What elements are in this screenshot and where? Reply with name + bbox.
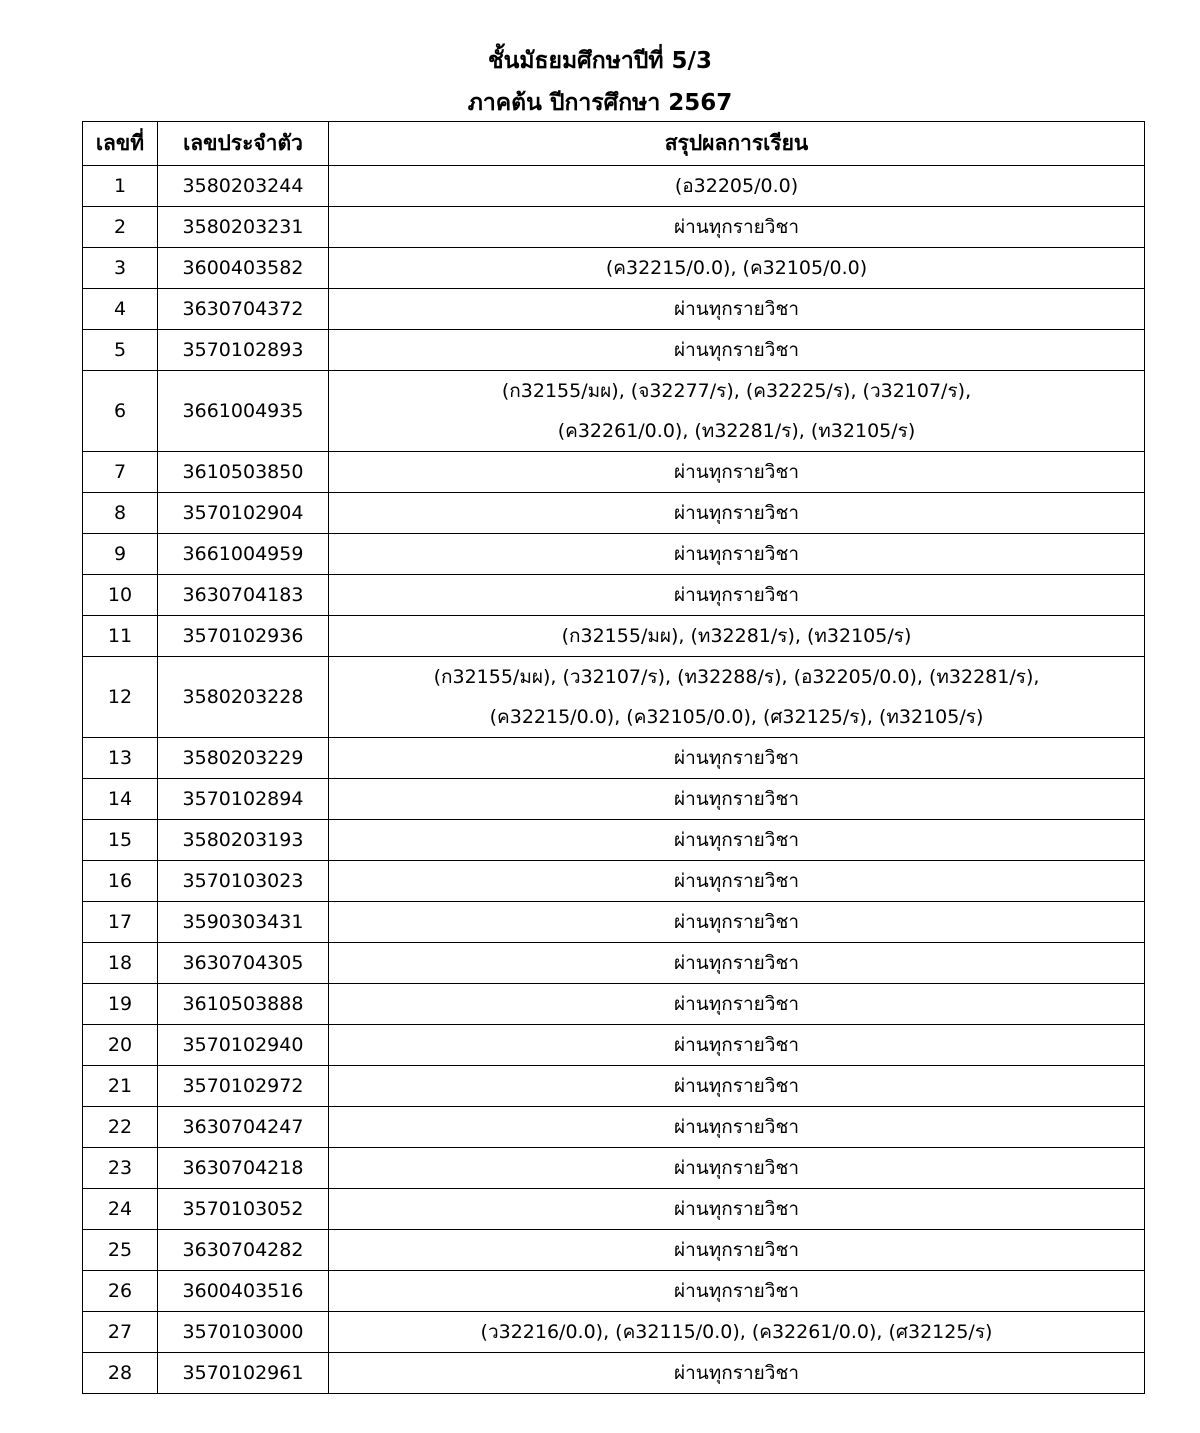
student-id: 3630704305 — [158, 943, 329, 984]
result-summary — [329, 575, 1145, 616]
row-number: 25 — [83, 1230, 158, 1271]
student-id: 3630704218 — [158, 1148, 329, 1189]
table-row — [83, 779, 1145, 820]
row-number: 4 — [83, 289, 158, 330]
table-row — [83, 1312, 1145, 1353]
table-header-row — [83, 122, 1145, 166]
student-id: 3570102961 — [158, 1353, 329, 1394]
result-summary — [329, 1025, 1145, 1066]
result-summary — [329, 820, 1145, 861]
student-id: 3630704372 — [158, 289, 329, 330]
student-id: 3570102894 — [158, 779, 329, 820]
result-summary — [329, 289, 1145, 330]
row-number: 24 — [83, 1189, 158, 1230]
table-row — [83, 534, 1145, 575]
row-number: 27 — [83, 1312, 158, 1353]
result-summary-line: ผ่านทุกรายวิชา — [673, 502, 800, 524]
row-number: 3 — [83, 248, 158, 289]
result-summary-line: ผ่านทุกรายวิชา — [673, 829, 800, 851]
student-id: 3580203244 — [158, 166, 329, 207]
result-summary-line: ผ่านทุกรายวิชา — [673, 1280, 800, 1302]
result-summary — [329, 984, 1145, 1025]
table-row — [83, 1353, 1145, 1394]
row-number: 8 — [83, 493, 158, 534]
student-id: 3661004959 — [158, 534, 329, 575]
student-id: 3580203231 — [158, 207, 329, 248]
table-row — [83, 738, 1145, 779]
result-summary-line: ผ่านทุกรายวิชา — [673, 952, 800, 974]
student-id: 3630704282 — [158, 1230, 329, 1271]
row-number: 22 — [83, 1107, 158, 1148]
table-row — [83, 616, 1145, 657]
result-summary-line: ผ่านทุกรายวิชา — [673, 788, 800, 810]
row-number: 28 — [83, 1353, 158, 1394]
table-row — [83, 1189, 1145, 1230]
header-no: เลขที่ — [83, 122, 158, 166]
row-number: 12 — [83, 657, 158, 738]
result-summary-line: (ก32155/มผ), (จ32277/ร), (ค32225/ร), (ว32107/ร), — [501, 380, 972, 402]
row-number: 18 — [83, 943, 158, 984]
result-summary-line: ผ่านทุกรายวิชา — [673, 1116, 800, 1138]
student-id: 3570102940 — [158, 1025, 329, 1066]
table-row — [83, 1107, 1145, 1148]
student-id: 3610503850 — [158, 452, 329, 493]
result-summary-line: (ค32215/0.0), (ค32105/0.0) — [605, 257, 868, 279]
student-id: 3580203193 — [158, 820, 329, 861]
student-id: 3630704183 — [158, 575, 329, 616]
result-summary — [329, 166, 1145, 207]
student-id: 3570102893 — [158, 330, 329, 371]
row-number: 10 — [83, 575, 158, 616]
result-summary — [329, 248, 1145, 289]
result-summary — [329, 861, 1145, 902]
result-summary — [329, 779, 1145, 820]
table-row — [83, 984, 1145, 1025]
result-summary — [329, 1271, 1145, 1312]
page-subtitle: ภาคต้น ปีการศึกษา 2567 — [467, 90, 733, 116]
result-summary-line: ผ่านทุกรายวิชา — [673, 339, 800, 361]
student-id: 3600403516 — [158, 1271, 329, 1312]
student-id: 3570103023 — [158, 861, 329, 902]
result-summary-line: ผ่านทุกรายวิชา — [673, 1034, 800, 1056]
student-id: 3630704247 — [158, 1107, 329, 1148]
row-number: 16 — [83, 861, 158, 902]
result-summary — [329, 657, 1145, 738]
table-row — [83, 248, 1145, 289]
row-number: 21 — [83, 1066, 158, 1107]
table-row — [83, 452, 1145, 493]
result-summary — [329, 534, 1145, 575]
table-row — [83, 166, 1145, 207]
result-summary — [329, 1353, 1145, 1394]
result-summary — [329, 493, 1145, 534]
student-id: 3580203229 — [158, 738, 329, 779]
result-summary-line: ผ่านทุกรายวิชา — [673, 911, 800, 933]
student-id: 3661004935 — [158, 371, 329, 452]
header-summary: สรุปผลการเรียน — [329, 122, 1145, 166]
table-row — [83, 1025, 1145, 1066]
table-body — [83, 166, 1145, 1394]
table-row — [83, 207, 1145, 248]
result-summary-line: ผ่านทุกรายวิชา — [673, 1198, 800, 1220]
table-row — [83, 820, 1145, 861]
student-id: 3570102904 — [158, 493, 329, 534]
table-row — [83, 371, 1145, 452]
result-summary-line: ผ่านทุกรายวิชา — [673, 543, 800, 565]
result-summary — [329, 616, 1145, 657]
student-id: 3570103000 — [158, 1312, 329, 1353]
results-table — [82, 121, 1145, 1394]
result-summary-line: ผ่านทุกรายวิชา — [673, 1239, 800, 1261]
result-summary-line: (ว32216/0.0), (ค32115/0.0), (ค32261/0.0), (ศ32125/ร) — [480, 1321, 993, 1343]
result-summary-line: (อ32205/0.0) — [674, 175, 799, 197]
table-row — [83, 1230, 1145, 1271]
result-summary-line: (ค32261/0.0), (ท32281/ร), (ท32105/ร) — [557, 420, 916, 442]
row-number: 11 — [83, 616, 158, 657]
student-id: 3570102972 — [158, 1066, 329, 1107]
row-number: 20 — [83, 1025, 158, 1066]
result-summary-line: ผ่านทุกรายวิชา — [673, 1362, 800, 1384]
result-summary — [329, 1312, 1145, 1353]
result-summary — [329, 330, 1145, 371]
result-summary-line: (ก32155/มผ), (ท32281/ร), (ท32105/ร) — [561, 625, 912, 647]
row-number: 9 — [83, 534, 158, 575]
result-summary-line: ผ่านทุกรายวิชา — [673, 1075, 800, 1097]
row-number: 5 — [83, 330, 158, 371]
result-summary-line: ผ่านทุกรายวิชา — [673, 1157, 800, 1179]
row-number: 23 — [83, 1148, 158, 1189]
table-row — [83, 943, 1145, 984]
student-id: 3600403582 — [158, 248, 329, 289]
result-summary-line: ผ่านทุกรายวิชา — [673, 584, 800, 606]
table-row — [83, 1148, 1145, 1189]
result-summary — [329, 452, 1145, 493]
student-id: 3570102936 — [158, 616, 329, 657]
table-row — [83, 902, 1145, 943]
table-row — [83, 861, 1145, 902]
header-student-id: เลขประจำตัว — [158, 122, 329, 166]
table-row — [83, 289, 1145, 330]
student-id: 3610503888 — [158, 984, 329, 1025]
result-summary — [329, 1230, 1145, 1271]
result-summary — [329, 371, 1145, 452]
student-id: 3580203228 — [158, 657, 329, 738]
result-summary-line: ผ่านทุกรายวิชา — [673, 870, 800, 892]
table-row — [83, 575, 1145, 616]
table-row — [83, 1066, 1145, 1107]
result-summary-line: ผ่านทุกรายวิชา — [673, 298, 800, 320]
result-summary-line: ผ่านทุกรายวิชา — [673, 993, 800, 1015]
page-title: ชั้นมัธยมศึกษาปีที่ 5/3 — [488, 48, 712, 74]
student-id: 3570103052 — [158, 1189, 329, 1230]
result-summary — [329, 1107, 1145, 1148]
table-row — [83, 1271, 1145, 1312]
result-summary-line: (ค32215/0.0), (ค32105/0.0), (ศ32125/ร), (ท32105/ร) — [489, 706, 984, 728]
result-summary — [329, 943, 1145, 984]
result-summary — [329, 1148, 1145, 1189]
result-summary — [329, 1066, 1145, 1107]
row-number: 2 — [83, 207, 158, 248]
result-summary — [329, 902, 1145, 943]
result-summary-line: ผ่านทุกรายวิชา — [673, 747, 800, 769]
result-summary — [329, 1189, 1145, 1230]
row-number: 26 — [83, 1271, 158, 1312]
result-summary-line: ผ่านทุกรายวิชา — [673, 461, 800, 483]
row-number: 1 — [83, 166, 158, 207]
table-row — [83, 657, 1145, 738]
row-number: 15 — [83, 820, 158, 861]
row-number: 17 — [83, 902, 158, 943]
result-summary — [329, 738, 1145, 779]
student-id: 3590303431 — [158, 902, 329, 943]
table-row — [83, 330, 1145, 371]
row-number: 13 — [83, 738, 158, 779]
row-number: 14 — [83, 779, 158, 820]
table-row — [83, 493, 1145, 534]
result-summary — [329, 207, 1145, 248]
row-number: 7 — [83, 452, 158, 493]
result-summary-line: (ก32155/มผ), (ว32107/ร), (ท32288/ร), (อ32205/0.0), (ท32281/ร), — [433, 666, 1040, 688]
row-number: 19 — [83, 984, 158, 1025]
row-number: 6 — [83, 371, 158, 452]
result-summary-line: ผ่านทุกรายวิชา — [673, 216, 800, 238]
